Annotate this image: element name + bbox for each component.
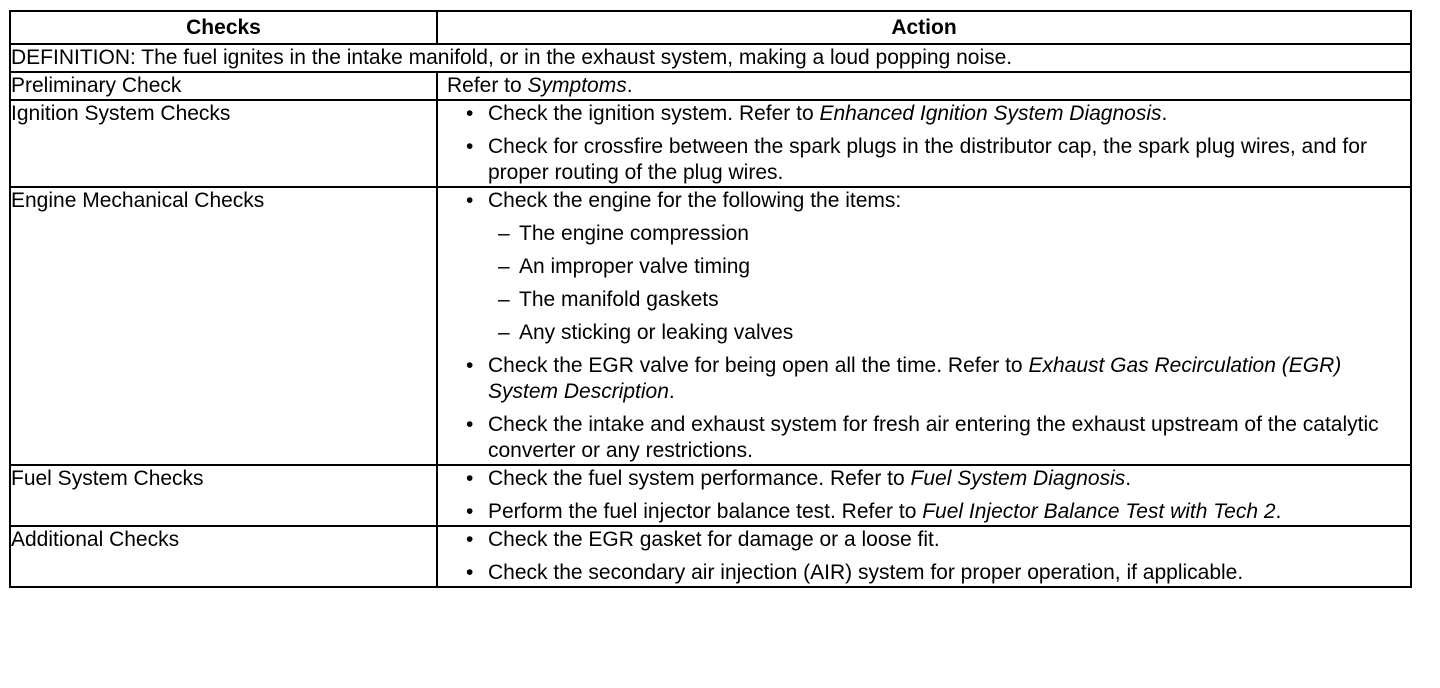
reference-link: Exhaust Gas Recirculation (EGR) System Description [488, 354, 1342, 403]
action-cell [437, 187, 1411, 465]
action-list [438, 466, 1410, 525]
table-row [10, 100, 1411, 187]
item-text: Check the secondary air injection (AIR) system for proper operation, if applicable. [488, 561, 1244, 584]
header-action: Action [437, 11, 1411, 44]
action-cell [437, 72, 1411, 100]
reference-link: Symptoms [527, 74, 627, 97]
item-text: Check the intake and exhaust system for fresh air entering the exhaust upstream of the catalytic converter or any restrictions. [488, 413, 1379, 462]
action-text: Refer to [447, 74, 528, 97]
list-item [438, 466, 1410, 492]
definition-text: DEFINITION: The fuel ignites in the intake manifold, or in the exhaust system, making a loud popping noise. [10, 44, 1411, 72]
list-item [438, 412, 1410, 464]
table-row [10, 72, 1411, 100]
list-item [438, 527, 1410, 553]
sub-list-item: – The manifold gaskets [488, 287, 1410, 313]
item-text: Check the ignition system. Refer to [488, 102, 820, 125]
table-row [10, 465, 1411, 526]
list-item [438, 101, 1410, 127]
header-checks: Checks [10, 11, 437, 44]
header-row [10, 11, 1411, 44]
reference-link: Fuel Injector Balance Test with Tech 2 [922, 500, 1276, 523]
reference-link: Fuel System Diagnosis [910, 467, 1126, 490]
action-list [438, 188, 1410, 464]
table-row [10, 187, 1411, 465]
check-label: Fuel System Checks [10, 465, 437, 526]
sub-list-item: – An improper valve timing [488, 254, 1410, 280]
check-label: Preliminary Check [10, 72, 437, 100]
action-list [438, 527, 1410, 586]
item-text: Check for crossfire between the spark plugs in the distributor cap, the spark plug wires, and for proper routing of the plug wires. [488, 135, 1367, 184]
sub-list [488, 221, 1410, 346]
sub-list-item: – The engine compression [488, 221, 1410, 247]
table-row [10, 526, 1411, 587]
action-list [438, 101, 1410, 186]
item-end: . [668, 380, 675, 403]
item-end: . [1161, 102, 1168, 125]
list-item [438, 188, 1410, 346]
definition-row [10, 44, 1411, 72]
diagnostic-table [9, 10, 1412, 588]
item-end: . [1275, 500, 1282, 523]
check-label: Ignition System Checks [10, 100, 437, 187]
list-item [438, 134, 1410, 186]
action-cell [437, 465, 1411, 526]
action-end: . [626, 74, 633, 97]
list-item [438, 353, 1410, 405]
item-text: Perform the fuel injector balance test. Refer to [488, 500, 923, 523]
item-text: Check the EGR gasket for damage or a loose fit. [488, 528, 940, 551]
check-label: Engine Mechanical Checks [10, 187, 437, 465]
item-end: . [1125, 467, 1132, 490]
list-item [438, 499, 1410, 525]
action-cell [437, 100, 1411, 187]
item-text: Check the fuel system performance. Refer to [488, 467, 911, 490]
item-text: Check the EGR valve for being open all the time. Refer to [488, 354, 1029, 377]
list-item [438, 560, 1410, 586]
reference-link: Enhanced Ignition System Diagnosis [819, 102, 1162, 125]
check-label: Additional Checks [10, 526, 437, 587]
item-text: Check the engine for the following the items: [488, 189, 902, 212]
action-cell [437, 526, 1411, 587]
sub-list-item: – Any sticking or leaking valves [488, 320, 1410, 346]
